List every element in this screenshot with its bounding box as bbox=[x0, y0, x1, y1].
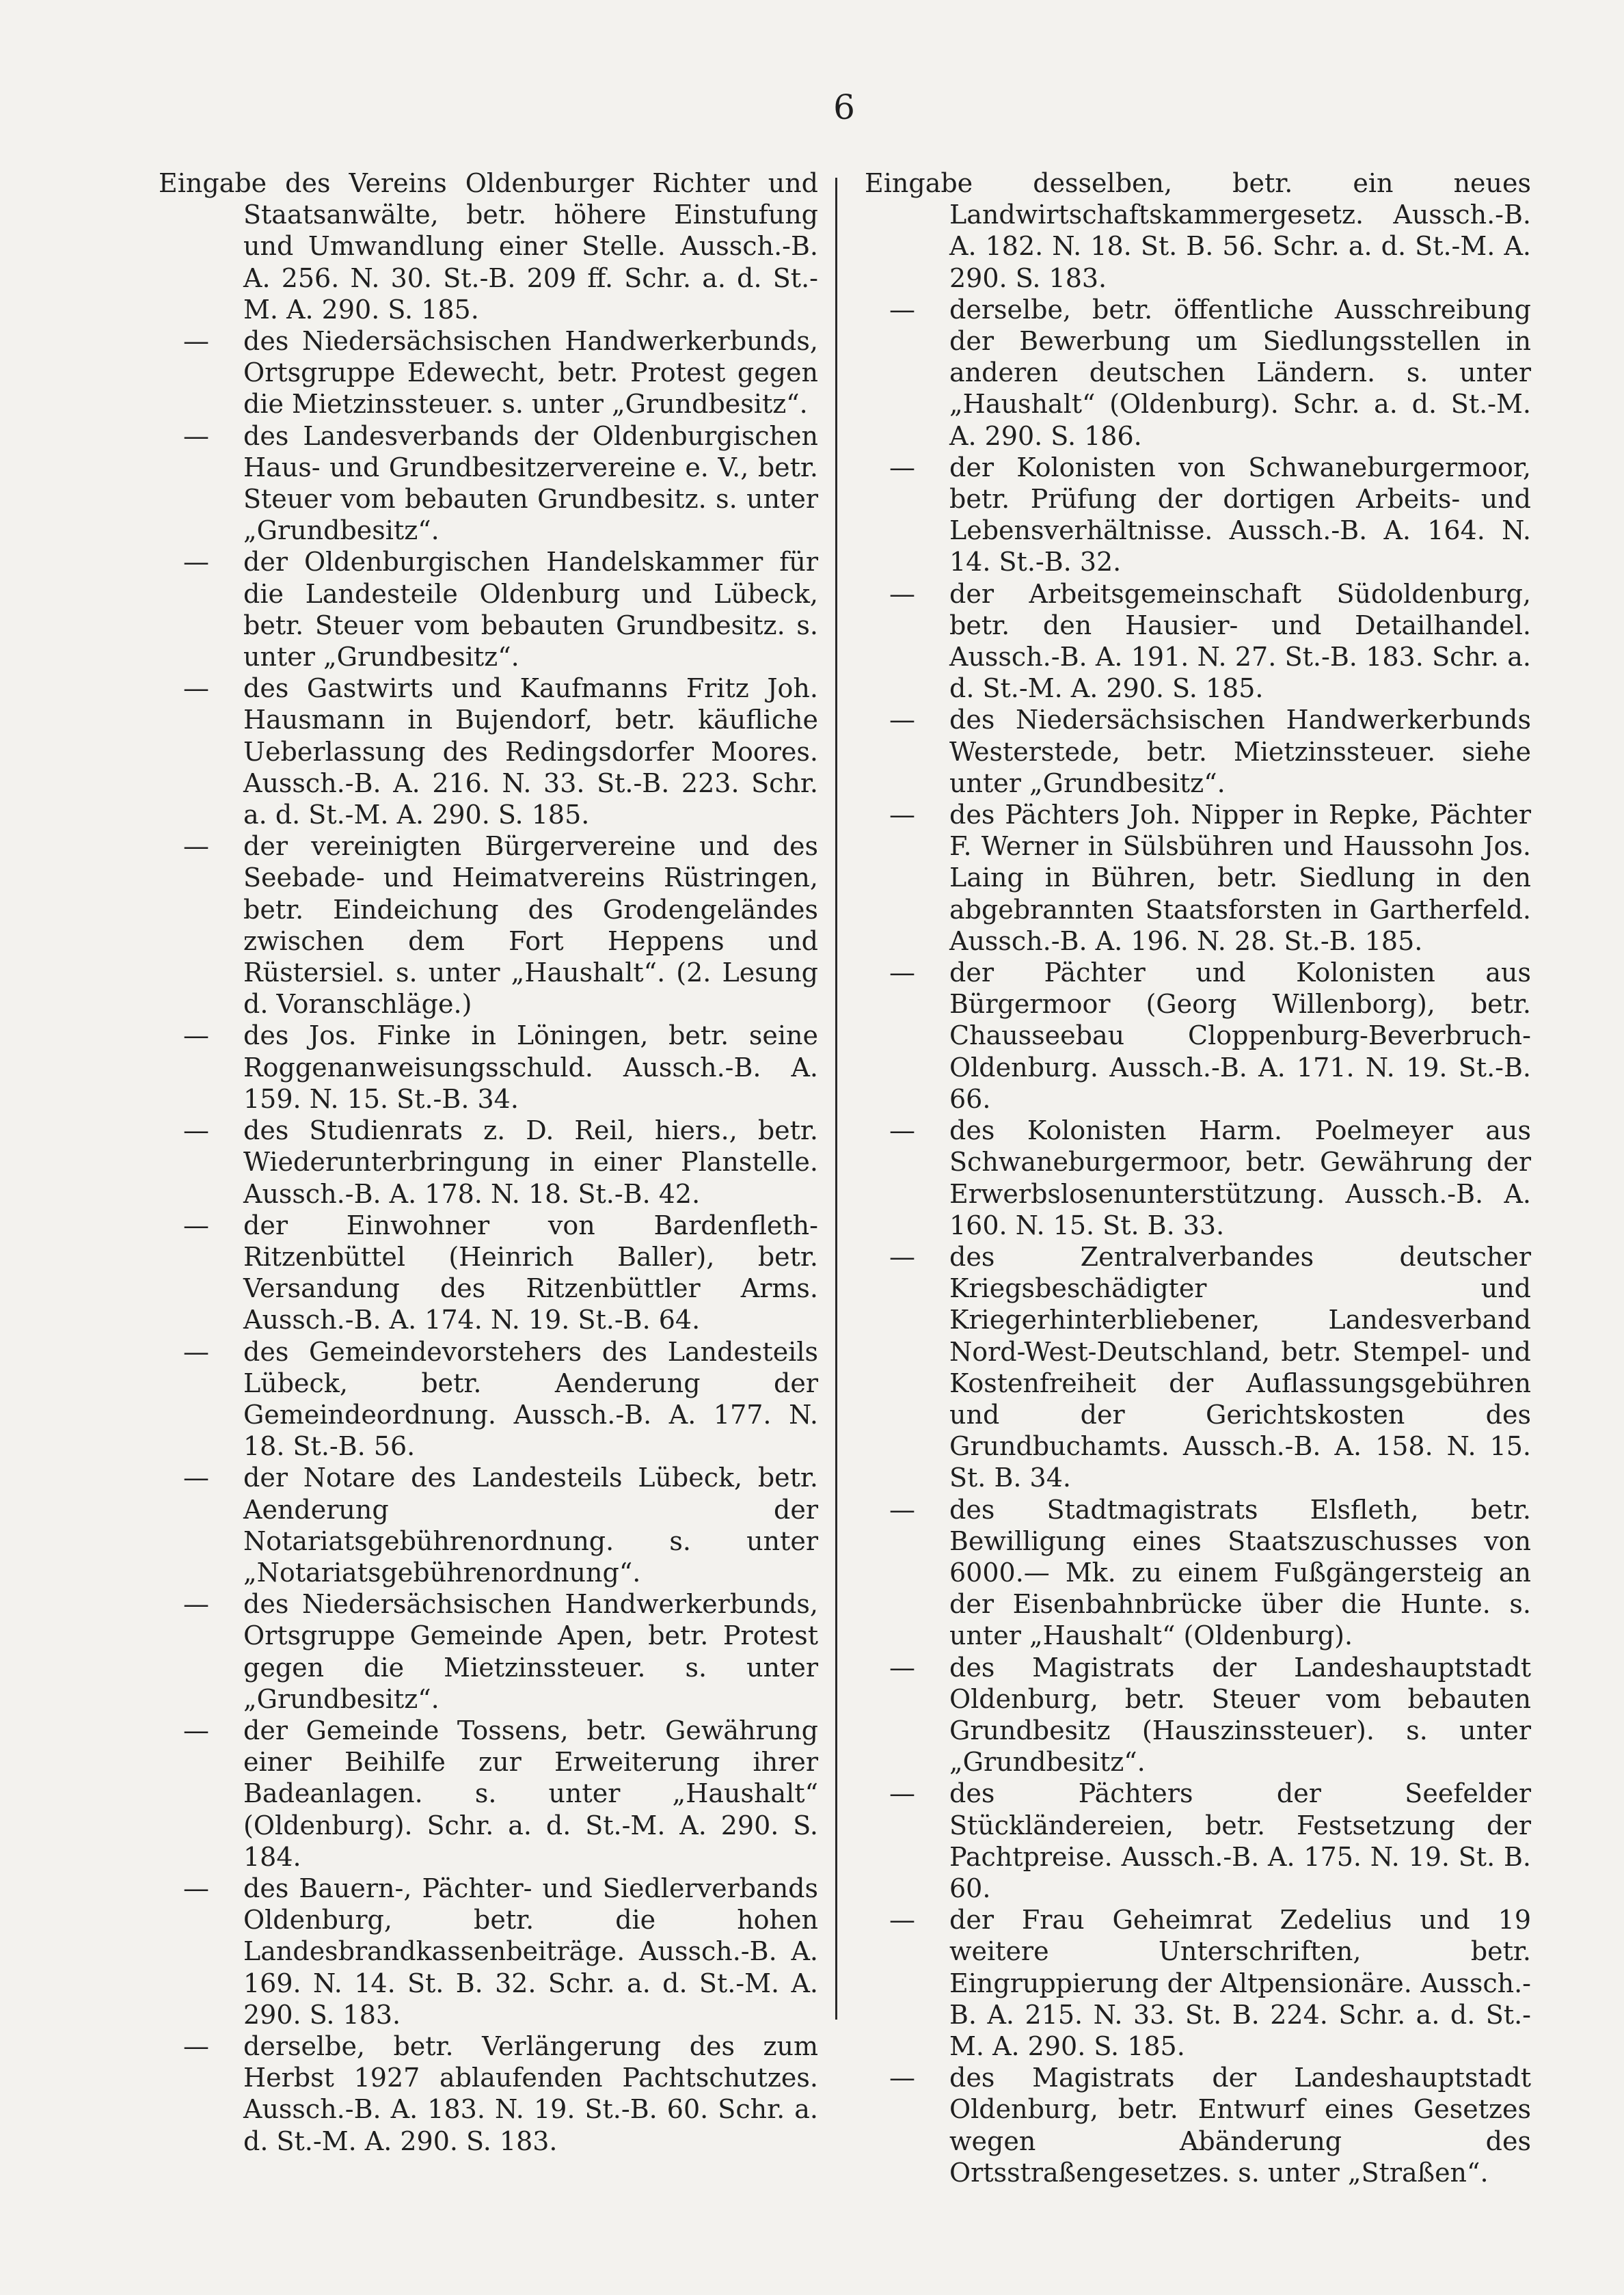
petition-entry bbox=[865, 1778, 1531, 1904]
entry-dash: — bbox=[889, 1494, 915, 1525]
entry-text: des Magistrats der Landeshauptstadt Oldenburg, betr. Steuer vom bebauten Grundbesitz (Hauszinssteuer). s. unter „Grundbesitz“. bbox=[949, 1652, 1531, 1778]
entry-text: des Studienrats z. D. Reil, hiers., betr. Wiederunterbringung in einer Planstelle. Aussch.-B. A. 178. N. 18. St.-B. 42. bbox=[243, 1115, 818, 1209]
entry-text: des Gemeindevorstehers des Landesteils Lübeck, betr. Aenderung der Gemeindeordnung. Aussch.-B. A. 177. N. 18. St.-B. 56. bbox=[243, 1336, 818, 1462]
petition-entry bbox=[865, 452, 1531, 578]
entry-dash: — bbox=[183, 326, 209, 357]
entry-dash: — bbox=[889, 1241, 915, 1272]
petition-entry bbox=[159, 1210, 818, 1336]
petition-entry bbox=[159, 1115, 818, 1210]
left-column bbox=[159, 167, 818, 2157]
entry-text: der vereinigten Bürgervereine und des Seebade- und Heimatvereins Rüstringen, betr. Eindeichung des Grodengeländes zwischen dem Fort Heppens und Rüstersiel. s. unter „Haushalt“. (2. Lesung d. Voranschläge.) bbox=[243, 831, 818, 1020]
entry-dash: — bbox=[183, 1873, 209, 1903]
petition-entry bbox=[865, 2062, 1531, 2188]
entry-dash: — bbox=[889, 2063, 915, 2093]
entry-dash: — bbox=[183, 1210, 209, 1240]
entry-dash: — bbox=[889, 294, 915, 325]
entry-text: des Landesverbands der Oldenburgischen Haus- und Grundbesitzervereine e. V., betr. Steuer vom bebauten Grundbesitz. s. unter „Grundbesitz“. bbox=[243, 420, 818, 546]
petition-entry bbox=[865, 1904, 1531, 2062]
petition-entry bbox=[865, 1241, 1531, 1494]
petition-entry bbox=[865, 1652, 1531, 1778]
entry-dash: — bbox=[183, 420, 209, 451]
entry-text: des Pächters der Seefelder Stückländereien, betr. Festsetzung der Pachtpreise. Aussch.-B. A. 175. N. 19. St. B. 60. bbox=[949, 1778, 1531, 1903]
petition-entry bbox=[159, 1336, 818, 1463]
petition-entry bbox=[159, 1588, 818, 1715]
entry-text: der Arbeitsgemeinschaft Südoldenburg, betr. den Hausier- und Detailhandel. Aussch.-B. A. 191. N. 27. St.-B. 183. Schr. a. d. St.-M. A. 290. S. 185. bbox=[949, 578, 1531, 704]
entry-dash: — bbox=[889, 958, 915, 988]
entry-text: des Niedersächsischen Handwerkerbunds, Ortsgruppe Edewecht, betr. Protest gegen die Mietzinssteuer. s. unter „Grundbesitz“. bbox=[243, 326, 818, 420]
entry-text: der Gemeinde Tossens, betr. Gewährung einer Beihilfe zur Erweiterung ihrer Badeanlagen. s. unter „Haushalt“ (Oldenburg). Schr. a. d. St.-M. A. 290. S. 184. bbox=[243, 1715, 818, 1872]
petition-entry bbox=[865, 578, 1531, 705]
petition-entry bbox=[865, 799, 1531, 957]
entry-text: derselbe, betr. Verlängerung des zum Herbst 1927 ablaufenden Pachtschutzes. Aussch.-B. A. 183. N. 19. St.-B. 60. Schr. a. d. St.-M. A. 290. S. 183. bbox=[243, 2031, 818, 2156]
petition-entry bbox=[865, 167, 1531, 294]
entry-dash: — bbox=[183, 1715, 209, 1746]
petition-entry bbox=[159, 546, 818, 673]
entry-dash: — bbox=[889, 452, 915, 483]
entry-text: der Kolonisten von Schwaneburgermoor, betr. Prüfung der dortigen Arbeits- und Lebensverhältnisse. Aussch.-B. A. 164. N. 14. St.-B. 32. bbox=[949, 452, 1531, 578]
entry-dash: — bbox=[889, 1115, 915, 1146]
entry-dash: — bbox=[183, 831, 209, 862]
right-column bbox=[865, 167, 1531, 2188]
entry-text: derselbe, betr. öffentliche Ausschreibung der Bewerbung um Siedlungsstellen in anderen deutschen Ländern. s. unter „Haushalt“ (Oldenburg). Schr. a. d. St.-M. A. 290. S. 186. bbox=[949, 294, 1531, 451]
entry-text: der Pächter und Kolonisten aus Bürgermoor (Georg Willenborg), betr. Chausseebau Cloppenburg-Beverbruch-Oldenburg. Aussch.-B. A. 171. N. 19. St.-B. 66. bbox=[949, 958, 1531, 1114]
petition-entry bbox=[159, 1462, 818, 1588]
petition-entry bbox=[865, 957, 1531, 1115]
petition-entry bbox=[159, 1873, 818, 2031]
entry-dash: — bbox=[889, 578, 915, 609]
entry-dash: — bbox=[183, 1020, 209, 1051]
petition-entry bbox=[865, 1494, 1531, 1652]
petition-entry bbox=[865, 704, 1531, 799]
entry-text: der Frau Geheimrat Zedelius und 19 weitere Unterschriften, betr. Eingruppierung der Altpensionäre. Aussch.-B. A. 215. N. 33. St. B. 224. Schr. a. d. St.-M. A. 290. S. 185. bbox=[949, 1905, 1531, 2061]
petition-entry bbox=[159, 325, 818, 420]
page-number: 6 bbox=[833, 87, 855, 127]
entry-text: der Oldenburgischen Handelskammer für die Landesteile Oldenburg und Lübeck, betr. Steuer vom bebauten Grundbesitz. s. unter „Grundbesitz“. bbox=[243, 547, 818, 673]
entry-text: des Niedersächsischen Handwerkerbunds, Ortsgruppe Gemeinde Apen, betr. Protest gegen die Mietzinssteuer. s. unter „Grundbesitz“. bbox=[243, 1589, 818, 1714]
petition-entry bbox=[159, 673, 818, 830]
entry-text: des Zentralverbandes deutscher Kriegsbeschädigter und Kriegerhinterbliebener, Landesverband Nord-West-Deutschland, betr. Stempel- und Kostenfreiheit der Auflassungsgebühren und der Gerichtskosten des Grundbuchamts. Aussch.-B. A. 158. N. 15. St. B. 34. bbox=[949, 1241, 1531, 1493]
entry-dash: — bbox=[889, 1778, 915, 1809]
column-divider bbox=[835, 178, 837, 2020]
entry-text: des Jos. Finke in Löningen, betr. seine Roggenanweisungsschuld. Aussch.-B. A. 159. N. 15. St.-B. 34. bbox=[243, 1020, 818, 1114]
petition-entry bbox=[865, 1115, 1531, 1241]
entry-text: des Kolonisten Harm. Poelmeyer aus Schwaneburgermoor, betr. Gewährung der Erwerbslosenunterstützung. Aussch.-B. A. 160. N. 15. St. B. 33. bbox=[949, 1115, 1531, 1240]
entry-dash: — bbox=[183, 547, 209, 578]
entry-dash: — bbox=[889, 1905, 915, 1936]
entry-dash: — bbox=[889, 1652, 915, 1683]
petition-entry bbox=[865, 294, 1531, 452]
entry-dash: — bbox=[183, 2031, 209, 2061]
petition-entry bbox=[159, 830, 818, 1020]
entry-dash: — bbox=[889, 705, 915, 735]
petition-entry bbox=[159, 420, 818, 547]
petition-entry bbox=[159, 2031, 818, 2157]
entry-dash: — bbox=[183, 1115, 209, 1146]
entry-text: des Bauern-, Pächter- und Siedlerverbands Oldenburg, betr. die hohen Landesbrandkassenbeiträge. Aussch.-B. A. 169. N. 14. St. B. 32. Schr. a. d. St.-M. A. 290. S. 183. bbox=[243, 1873, 818, 2030]
entry-text: des Stadtmagistrats Elsfleth, betr. Bewilligung eines Staatszuschusses von 6000.— Mk. zu einem Fußgängersteig an der Eisenbahnbrücke über die Hunte. s. unter „Haushalt“ (Oldenburg). bbox=[949, 1494, 1531, 1651]
entry-dash: — bbox=[183, 1336, 209, 1367]
entry-text: Eingabe desselben, betr. ein neues Landwirtschaftskammergesetz. Aussch.-B. A. 182. N. 18. St. B. 56. Schr. a. d. St.-M. A. 290. S. 183. bbox=[865, 168, 1531, 293]
entry-text: des Pächters Joh. Nipper in Repke, Pächter F. Werner in Sülsbühren und Haussohn Jos. Laing in Bühren, betr. Siedlung in den abgebrannten Staatsforsten in Gartherfeld. Aussch.-B. A. 196. N. 28. St.-B. 185. bbox=[949, 800, 1531, 956]
petition-entry bbox=[159, 167, 818, 325]
entry-dash: — bbox=[183, 1589, 209, 1620]
entry-dash: — bbox=[889, 800, 915, 830]
entry-dash: — bbox=[183, 673, 209, 704]
petition-entry bbox=[159, 1020, 818, 1115]
entry-text: Eingabe des Vereins Oldenburger Richter und Staatsanwälte, betr. höhere Einstufung und Umwandlung einer Stelle. Aussch.-B. A. 256. N. 30. St.-B. 209 ff. Schr. a. d. St.-M. A. 290. S. 185. bbox=[159, 168, 818, 325]
entry-text: des Niedersächsischen Handwerkerbunds Westerstede, betr. Mietzinssteuer. siehe unter „Grundbesitz“. bbox=[949, 705, 1531, 798]
entry-text: des Gastwirts und Kaufmanns Fritz Joh. Hausmann in Bujendorf, betr. käufliche Ueberlassung des Redingsdorfer Moores. Aussch.-B. A. 216. N. 33. St.-B. 223. Schr. a. d. St.-M. A. 290. S. 185. bbox=[243, 673, 818, 830]
entry-dash: — bbox=[183, 1463, 209, 1493]
entry-text: des Magistrats der Landeshauptstadt Oldenburg, betr. Entwurf eines Gesetzes wegen Abänderung des Ortsstraßengesetzes. s. unter „Straßen“. bbox=[949, 2063, 1531, 2188]
entry-text: der Einwohner von Bardenfleth-Ritzenbüttel (Heinrich Baller), betr. Versandung des Ritzenbüttler Arms. Aussch.-B. A. 174. N. 19. St.-B. 64. bbox=[243, 1210, 818, 1335]
entry-text: der Notare des Landesteils Lübeck, betr. Aenderung der Notariatsgebührenordnung. s. unter „Notariatsgebührenordnung“. bbox=[243, 1463, 818, 1588]
petition-entry bbox=[159, 1715, 818, 1873]
